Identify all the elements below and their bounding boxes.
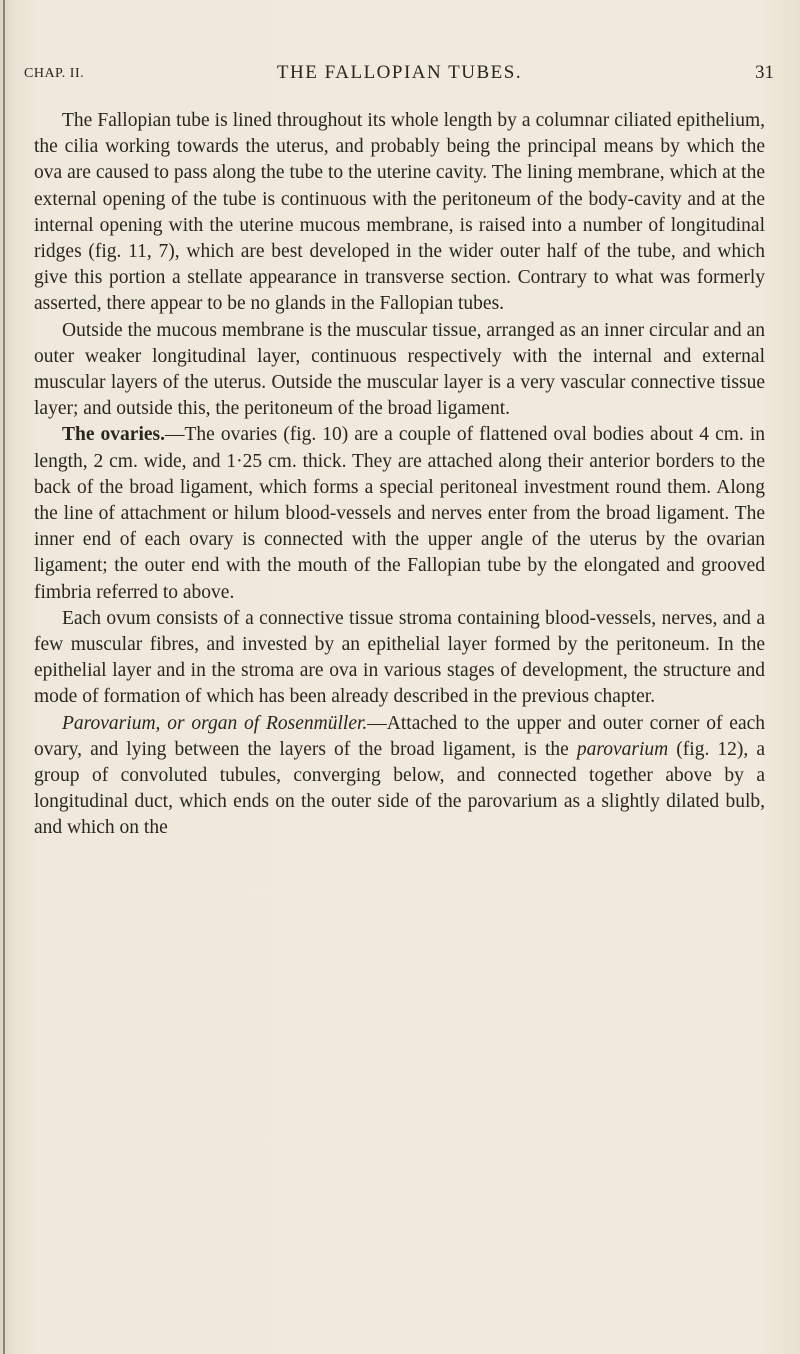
chapter-label: CHAP. II. [24, 66, 85, 81]
section-heading-ovaries: The ovaries. [62, 424, 165, 446]
running-header [24, 62, 799, 90]
paragraph-parovarium: Parovarium, or organ of Rosenmüller.—Attached to the upper and outer corner of each ovary, and lying between the layers of the broad ligament, is the parovarium (fig. 12), a group of convoluted tubules, converging below, and connected together above by a longitudinal duct, which ends on the outer side of the parovarium as a slightly dilated bulb, and which on the [34, 712, 765, 839]
paragraph-ovaries: The ovaries.—The ovaries (fig. 10) are a couple of flattened oval bodies about 4 cm. in length, 2 cm. wide, and 1·25 cm. thick. They are attached along their anterior borders to the back of the broad ligament, which forms a special peritoneal investment round them. Along the line of attachment or hilum blood-vessels and nerves enter from the broad ligament. The inner end of each ovary is connected with the upper angle of the uterus by the ovarian ligament; the outer end with the mouth of the Fallopian tube by the elongated and grooved fimbria referred to above. [34, 424, 766, 603]
paragraph-muscular-tissue: Outside the mucous membrane is the muscular tissue, arranged as an inner circular and an outer weaker longitudinal layer, continuous respectively with the internal and external muscular layers of the uterus. Outside the muscular layer is a very vascular connective tissue layer; and outside this, the peritoneum of the broad ligament. [34, 319, 765, 420]
page-number: 31 [755, 62, 774, 83]
page-title: THE FALLOPIAN TUBES. [276, 62, 523, 83]
paragraph-ovum: Each ovum consists of a connective tissue stroma containing blood-vessels, nerves, and a few muscular fibres, and invested by an epithelial layer formed by the peritoneum. In the epithelial layer and in the stroma are ova in various stages of development, the structure and mode of formation of which has been already described in the previous chapter. [34, 607, 765, 708]
body-text [34, 108, 765, 842]
paragraph-fallopian-lining: The Fallopian tube is lined throughout its whole length by a columnar ciliated epithelium, the cilia working towards the uterus, and probably being the principal means by which the ova are caused to pass along the tube to the uterine cavity. The lining membrane, which at the external opening of the tube is continuous with the peritoneum of the body-cavity and at the internal opening with the uterine mucous membrane, is raised into a number of longitudinal ridges (fig. 11, 7), which are best developed in the wider outer half of the tube, and which give this portion a stellate appearance in transverse section. Contrary to what was formerly asserted, there appear to be no glands in the Fallopian tubes. [34, 110, 765, 315]
page-gutter-edge [3, 0, 5, 1354]
section-heading-parovarium: Parovarium, or organ of Rosenmüller. [62, 712, 368, 734]
